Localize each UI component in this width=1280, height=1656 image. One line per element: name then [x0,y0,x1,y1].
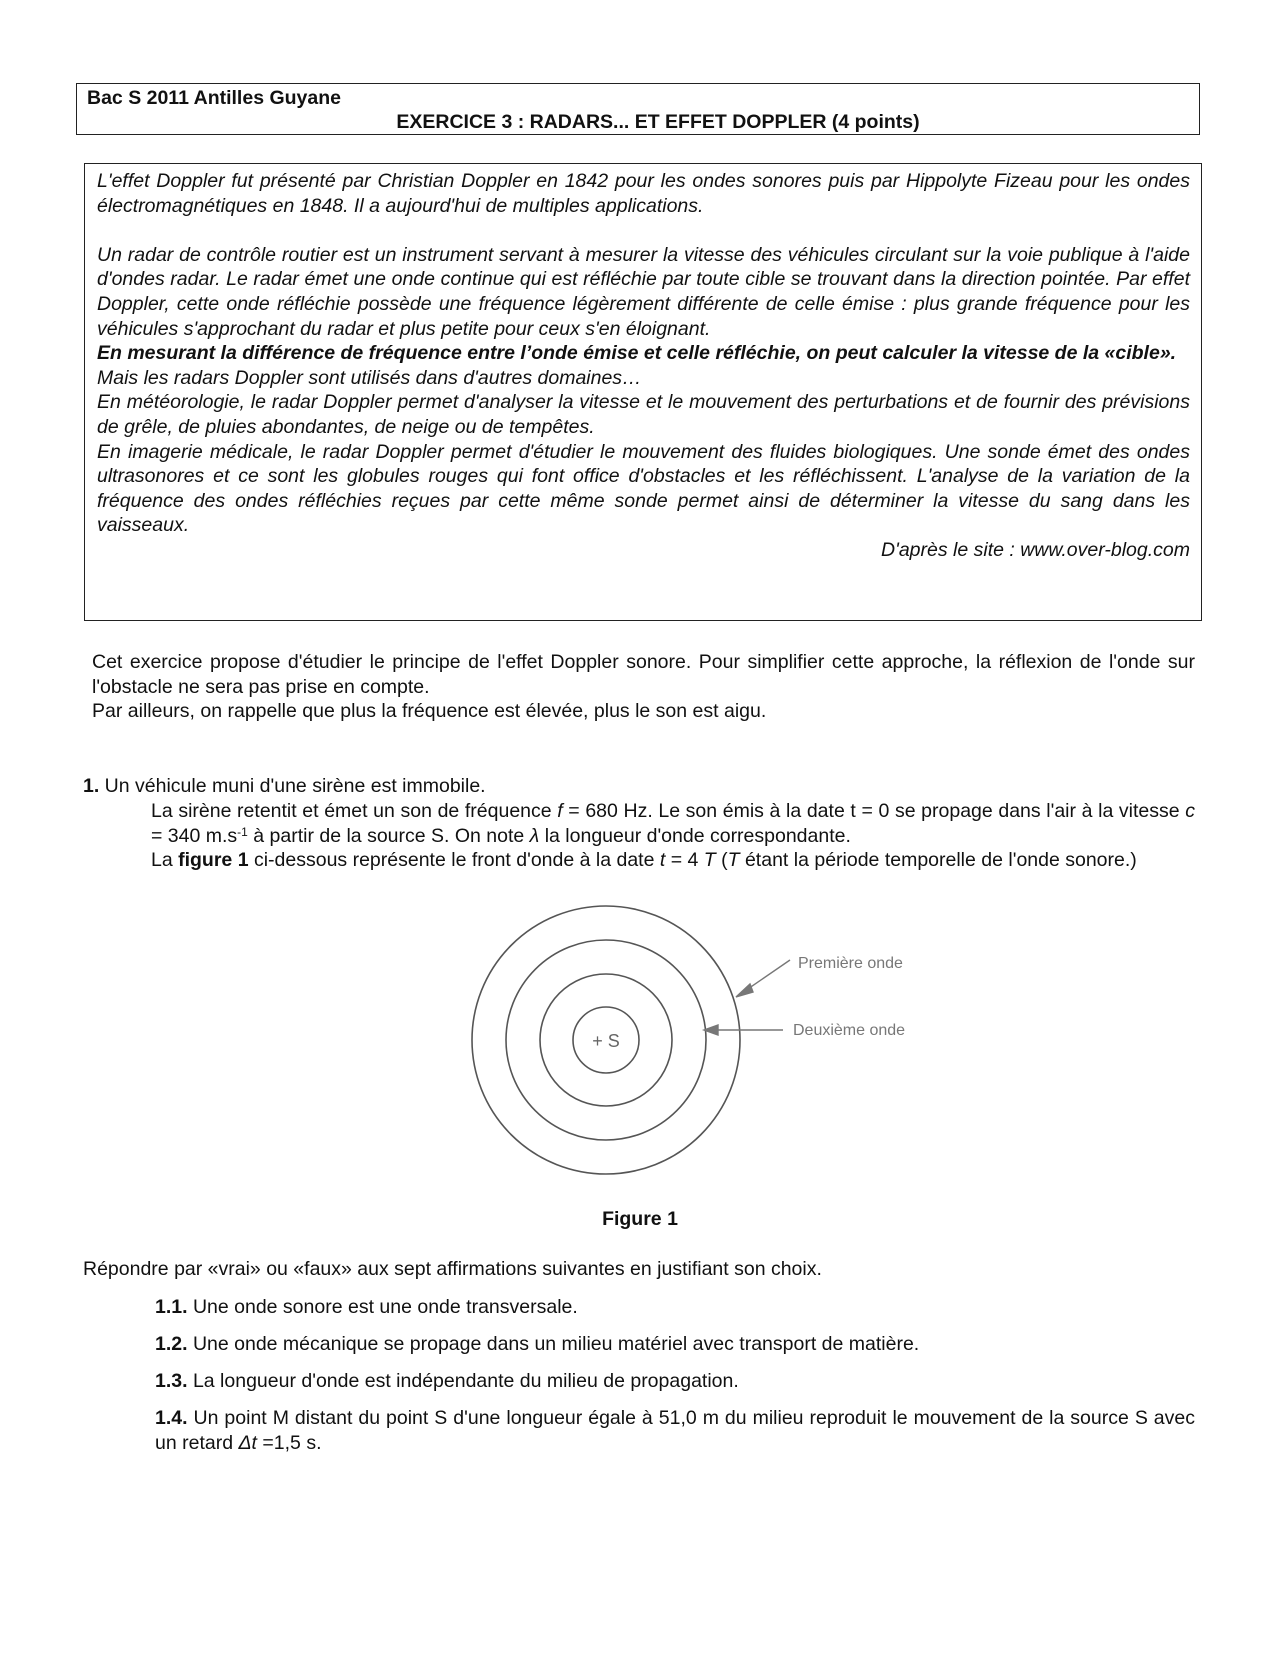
label-first-wave: Première onde [798,955,903,972]
intro-paragraph-1: L'effet Doppler fut présenté par Christian Doppler en 1842 pour les ondes sonores puis par Hippolyte Fizeau pour les ondes électromagnétiques en 1848. Il a aujourd'hui de multiples applications. [97,170,1190,217]
exam-title: Bac S 2011 Antilles Guyane [87,87,341,109]
intro-paragraph-4: Mais les radars Doppler sont utilisés dans d'autres domaines… [97,366,642,389]
question-1-number: 1. [83,775,100,797]
intro-paragraph-bold: En mesurant la différence de fréquence entre l’onde émise et celle réfléchie, on peut calculer la vitesse de la «cible». [97,342,1177,365]
intro-box [84,163,1202,621]
arrow-first-wave-head [736,984,753,997]
item-1-1: 1.1. Une onde sonore est une onde transversale. [155,1296,578,1318]
instructions: Répondre par «vrai» ou «faux» aux sept affirmations suivantes en justifiant son choix. [83,1258,822,1280]
question-1-line-1: La sirène retentit et émet un son de fréquence f = 680 Hz. Le son émis à la date t = 0 se propage dans l'air à la vitesse c = 340 $m.s^{-1}$ à partir de la source S. On note λ la longueur d'onde correspondante. [151,800,1195,847]
intro-paragraph-5: En météorologie, le radar Doppler permet d'analyser la vitesse et le mouvement des perturbations et de fournir des prévisions de grêle, de pluies abondantes, de neige ou de tempêtes. [97,391,1190,438]
intro-source: D'après le site : www.over-blog.com [881,538,1190,561]
figure-caption: Figure 1 [602,1208,678,1230]
question-1-text: Un véhicule muni d'une sirène est immobile. [99,775,486,797]
label-second-wave: Deuxième onde [793,1022,906,1039]
question-1-statement [151,799,1195,873]
wavefront-figure [460,905,920,1185]
question-1-line-2: La figure 1 ci-dessous représente le front d'onde à la date t = 4 T (T étant la période temporelle de l'onde sonore.) [151,849,1137,871]
preamble-paragraph-1: Cet exercice propose d'étudier le principe de l'effet Doppler sonore. Pour simplifier cette approche, la réflexion de l'onde sur l'obstacle ne sera pas prise en compte. [92,651,1195,698]
preamble [92,650,1195,724]
exercise-title: EXERCICE 3 : RADARS... ET EFFET DOPPLER (4 points) [396,111,920,133]
preamble-paragraph-2: Par ailleurs, on rappelle que plus la fréquence est élevée, plus le son est aigu. [92,700,767,722]
item-1-2: 1.2. Une onde mécanique se propage dans un milieu matériel avec transport de matière. [155,1333,920,1355]
question-1-title [83,774,1195,799]
item-1-3: 1.3. La longueur d'onde est indépendante du milieu de propagation. [155,1370,739,1392]
intro-paragraph-6: En imagerie médicale, le radar Doppler permet d'étudier le mouvement des fluides biologiques. Une sonde émet des ondes ultrasonores et ce sont les globules rouges qui font office d'obstacles et les réfléchissent. L'analyse de la variation de la fréquence des ondes réfléchies reçues par cette même sonde permet ainsi de déterminer la vitesse du sang dans les vaisseaux. [97,440,1190,537]
source-label: + S [592,1031,620,1051]
item-1-4: 1.4. Un point M distant du point S d'une longueur égale à 51,0 m du milieu reproduit le mouvement de la source S avec un retard Δt =1,5 s. [155,1407,1195,1454]
intro-paragraph-2: Un radar de contrôle routier est un instrument servant à mesurer la vitesse des véhicules circulant sur la voie publique à l'aide d'ondes radar. Le radar émet une onde continue qui est réfléchie par toute cible se trouvant dans la direction pointée. Par effet Doppler, cette onde réfléchie possède une fréquence légèrement différente de celle émise : plus grande fréquence pour les véhicules s'approchant du radar et plus petite pour ceux s'en éloignant. [97,243,1190,340]
exercise-header [76,83,1200,135]
